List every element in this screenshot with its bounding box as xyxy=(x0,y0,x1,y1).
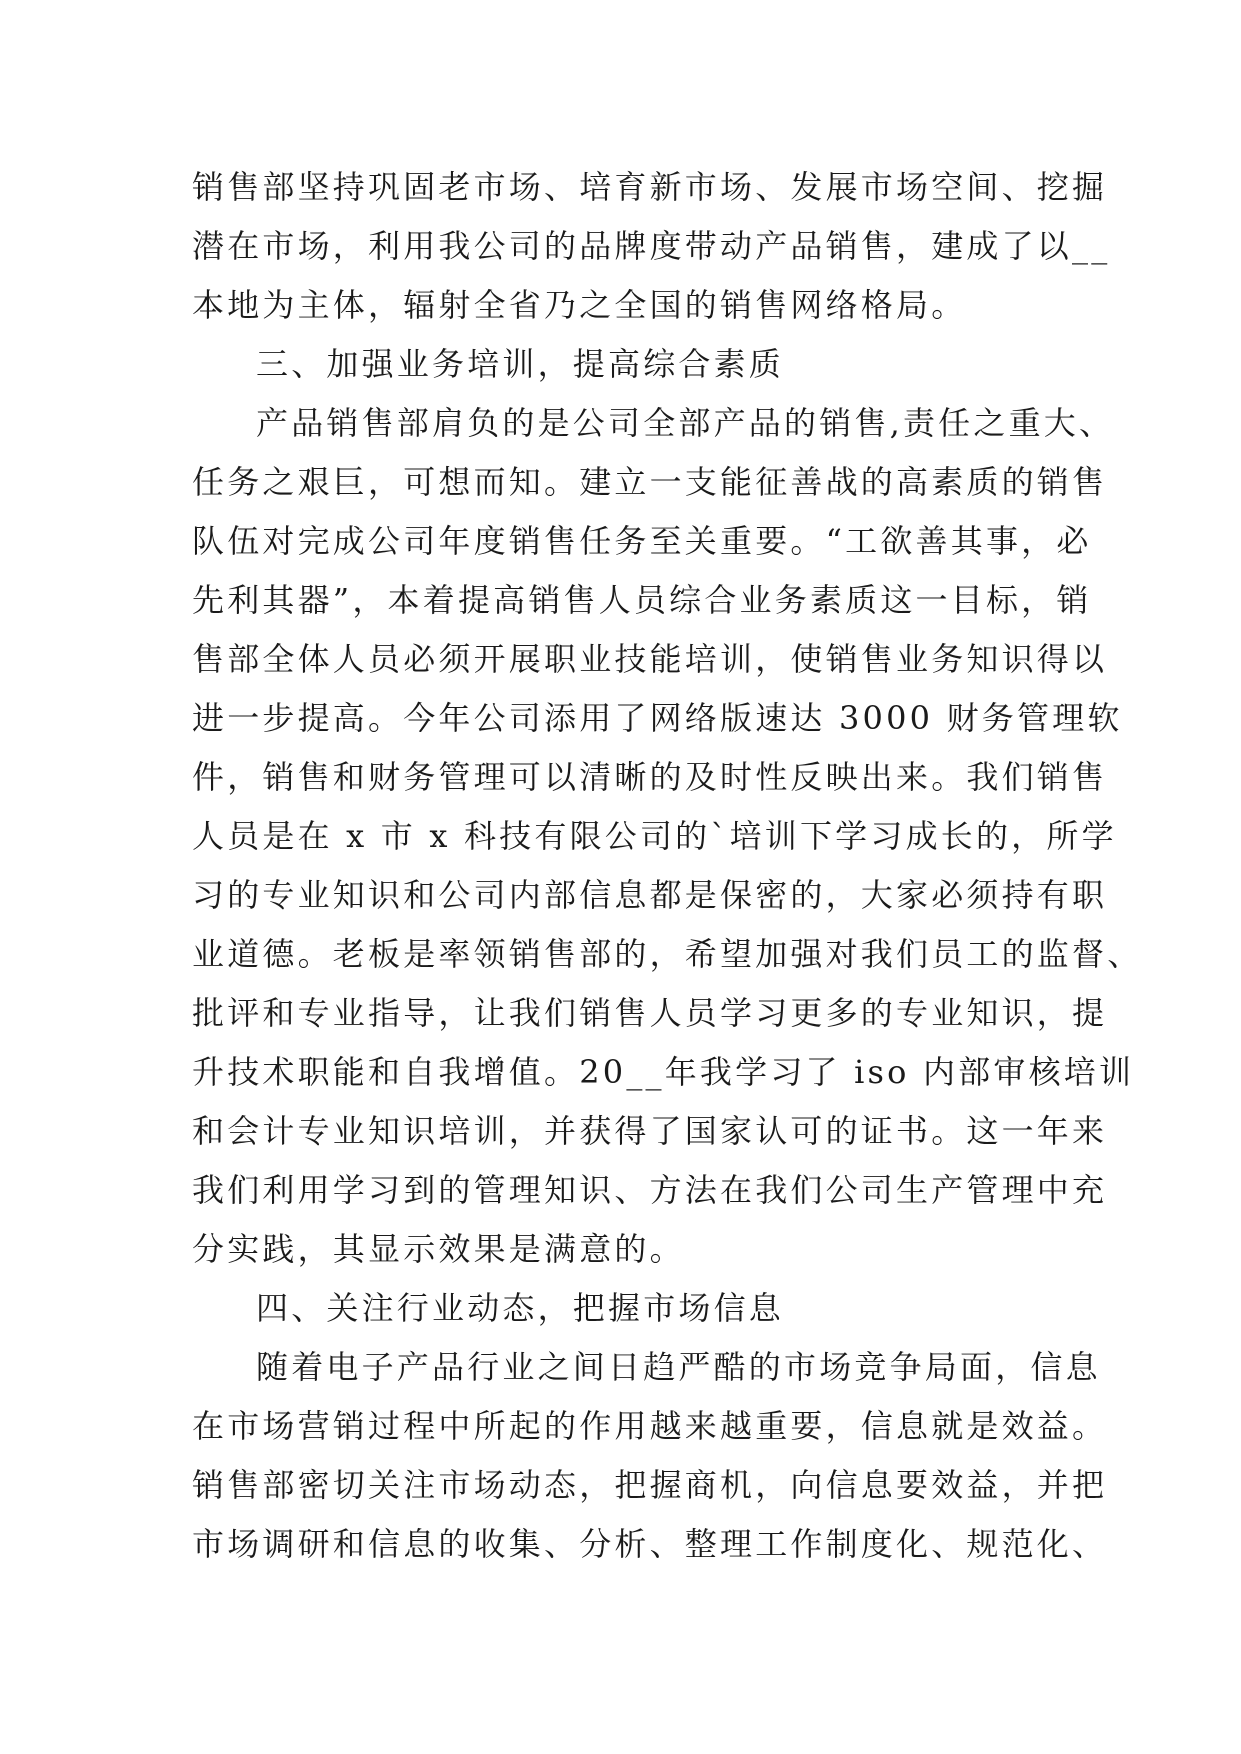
text-line: 先利其器”，本着提高销售人员综合业务素质这一目标，销 xyxy=(192,581,1092,619)
text-line: 业道德。老板是率领销售部的，希望加强对我们员工的监督、 xyxy=(192,935,1143,973)
text-line: 和会计专业知识培训，并获得了国家认可的证书。这一年来 xyxy=(192,1112,1108,1150)
text-line: 习的专业知识和公司内部信息都是保密的，大家必须持有职 xyxy=(192,876,1108,914)
text-line: 我们利用学习到的管理知识、方法在我们公司生产管理中充 xyxy=(192,1171,1108,1209)
text-line: 人员是在 x 市 x 科技有限公司的`培训下学习成长的，所学 xyxy=(192,817,1117,855)
text-line: 市场调研和信息的收集、分析、整理工作制度化、规范化、 xyxy=(192,1525,1108,1563)
section-heading-4: 四、关注行业动态，把握市场信息 xyxy=(256,1289,785,1327)
text-line: 进一步提高。今年公司添用了网络版速达 3000 财务管理软 xyxy=(192,699,1123,737)
text-line: 队伍对完成公司年度销售任务至关重要。“工欲善其事，必 xyxy=(192,522,1092,560)
section-heading-3: 三、加强业务培训，提高综合素质 xyxy=(256,345,785,383)
text-line: 销售部密切关注市场动态，把握商机，向信息要效益，并把 xyxy=(192,1466,1108,1504)
text-line: 产品销售部肩负的是公司全部产品的销售,责任之重大、 xyxy=(256,404,1115,442)
text-line: 在市场营销过程中所起的作用越来越重要，信息就是效益。 xyxy=(192,1407,1108,1445)
text-line: 潜在市场，利用我公司的品牌度带动产品销售，建成了以__ xyxy=(192,227,1111,265)
text-line: 任务之艰巨，可想而知。建立一支能征善战的高素质的销售 xyxy=(192,463,1108,501)
document-body xyxy=(192,158,1143,1574)
text-line: 销售部坚持巩固老市场、培育新市场、发展市场空间、挖掘 xyxy=(192,168,1108,206)
text-line: 随着电子产品行业之间日趋严酷的市场竞争局面，信息 xyxy=(256,1348,1101,1386)
text-line: 分实践，其显示效果是满意的。 xyxy=(192,1230,685,1268)
text-line: 售部全体人员必须开展职业技能培训，使销售业务知识得以 xyxy=(192,640,1108,678)
text-line: 批评和专业指导，让我们销售人员学习更多的专业知识，提 xyxy=(192,994,1108,1032)
text-line: 件，销售和财务管理可以清晰的及时性反映出来。我们销售 xyxy=(192,758,1108,796)
text-line: 本地为主体，辐射全省乃之全国的销售网络格局。 xyxy=(192,286,967,324)
text-line: 升技术职能和自我增值。20__年我学习了 iso 内部审核培训 xyxy=(192,1053,1135,1091)
